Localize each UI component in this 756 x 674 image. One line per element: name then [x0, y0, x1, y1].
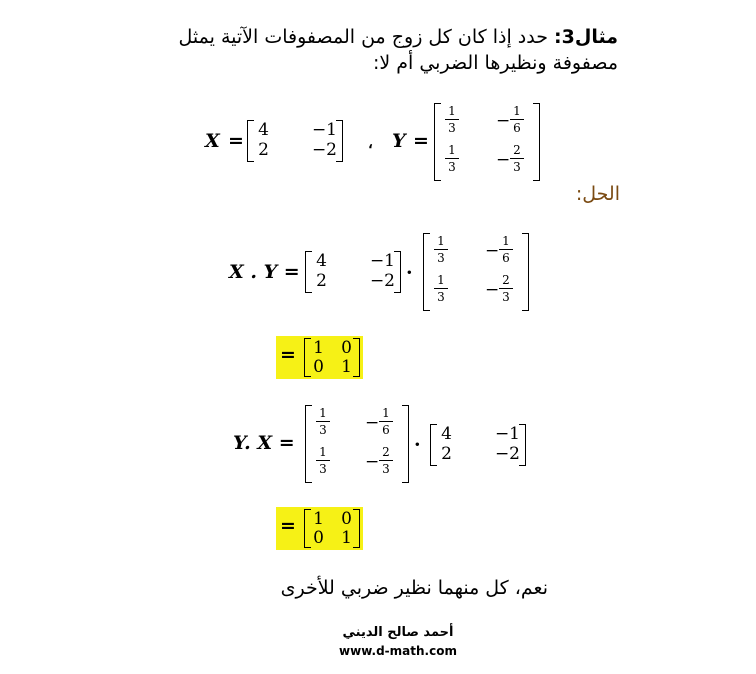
example-question-line2: مصفوفة ونظيرها الضربي أم لا:	[372, 52, 618, 74]
fraction: 1 3	[316, 445, 330, 476]
y-matrix	[423, 233, 529, 311]
minus-sign: −	[496, 111, 511, 131]
example-label: مثال3:	[554, 26, 618, 48]
matrix-cell: 1	[341, 357, 352, 377]
x-matrix	[247, 120, 343, 162]
identity-matrix	[304, 509, 360, 548]
equals-sign: =	[280, 515, 296, 537]
matrix-cell: −2	[494, 444, 520, 464]
conclusion-text: نعم، كل منهما نظير ضربي للأخرى	[280, 577, 548, 599]
matrix-cell: −2	[311, 140, 337, 160]
x-variable: X	[205, 130, 220, 152]
identity-matrix	[304, 338, 360, 377]
x-matrix	[430, 424, 526, 466]
matrix-cell: −2	[369, 271, 395, 291]
x-matrix	[305, 251, 401, 293]
fraction: 1 3	[316, 406, 330, 437]
fraction: 1 6	[510, 104, 524, 135]
matrix-cell: 1	[313, 509, 324, 529]
y-matrix	[305, 405, 409, 483]
fraction: 1 3	[434, 273, 448, 304]
fraction: 1 3	[434, 234, 448, 265]
matrix-cell: −1	[369, 251, 395, 271]
y-variable: Y	[392, 130, 406, 152]
minus-sign: −	[496, 150, 511, 170]
matrix-cell: 0	[341, 338, 352, 358]
matrix-cell: 0	[341, 509, 352, 529]
matrix-cell: −1	[311, 120, 337, 140]
minus-sign: −	[485, 280, 500, 300]
fraction: 2 3	[510, 143, 524, 174]
fraction: 2 3	[379, 445, 393, 476]
matrix-cell: 1	[313, 338, 324, 358]
matrix-cell: 2	[258, 140, 269, 160]
fraction: 1 6	[499, 234, 513, 265]
fraction: 1 3	[445, 104, 459, 135]
matrix-cell: −1	[494, 424, 520, 444]
matrix-cell: 1	[341, 528, 352, 548]
matrix-cell: 0	[313, 528, 324, 548]
matrix-cell: 4	[316, 251, 327, 271]
matrix-cell: 2	[441, 444, 452, 464]
fraction: 2 3	[499, 273, 513, 304]
matrix-cell: 2	[316, 271, 327, 291]
dot-operator: ·	[414, 434, 421, 456]
minus-sign: −	[365, 452, 380, 472]
fraction: 1 3	[445, 143, 459, 174]
example-heading	[179, 26, 618, 48]
website-link[interactable]: www.d-math.com	[339, 644, 457, 658]
matrix-cell: 4	[258, 120, 269, 140]
step2-lhs: Y. X =	[233, 432, 295, 454]
example-question-line1: حدد إذا كان كل زوج من المصفوفات الآتية يمثل	[178, 26, 548, 48]
dot-operator: ·	[406, 262, 413, 284]
fraction: 1 6	[379, 406, 393, 437]
equals-sign: =	[413, 130, 429, 152]
matrix-cell: 4	[441, 424, 452, 444]
minus-sign: −	[485, 241, 500, 261]
author-name: أحمد صالح الديني	[342, 625, 454, 640]
y-matrix	[434, 103, 540, 181]
solution-label: الحل:	[575, 183, 620, 205]
step1-lhs: X . Y =	[229, 261, 300, 283]
equals-sign: =	[228, 130, 244, 152]
minus-sign: −	[365, 413, 380, 433]
equals-sign: =	[280, 344, 296, 366]
comma-separator: ،	[368, 134, 373, 152]
matrix-cell: 0	[313, 357, 324, 377]
